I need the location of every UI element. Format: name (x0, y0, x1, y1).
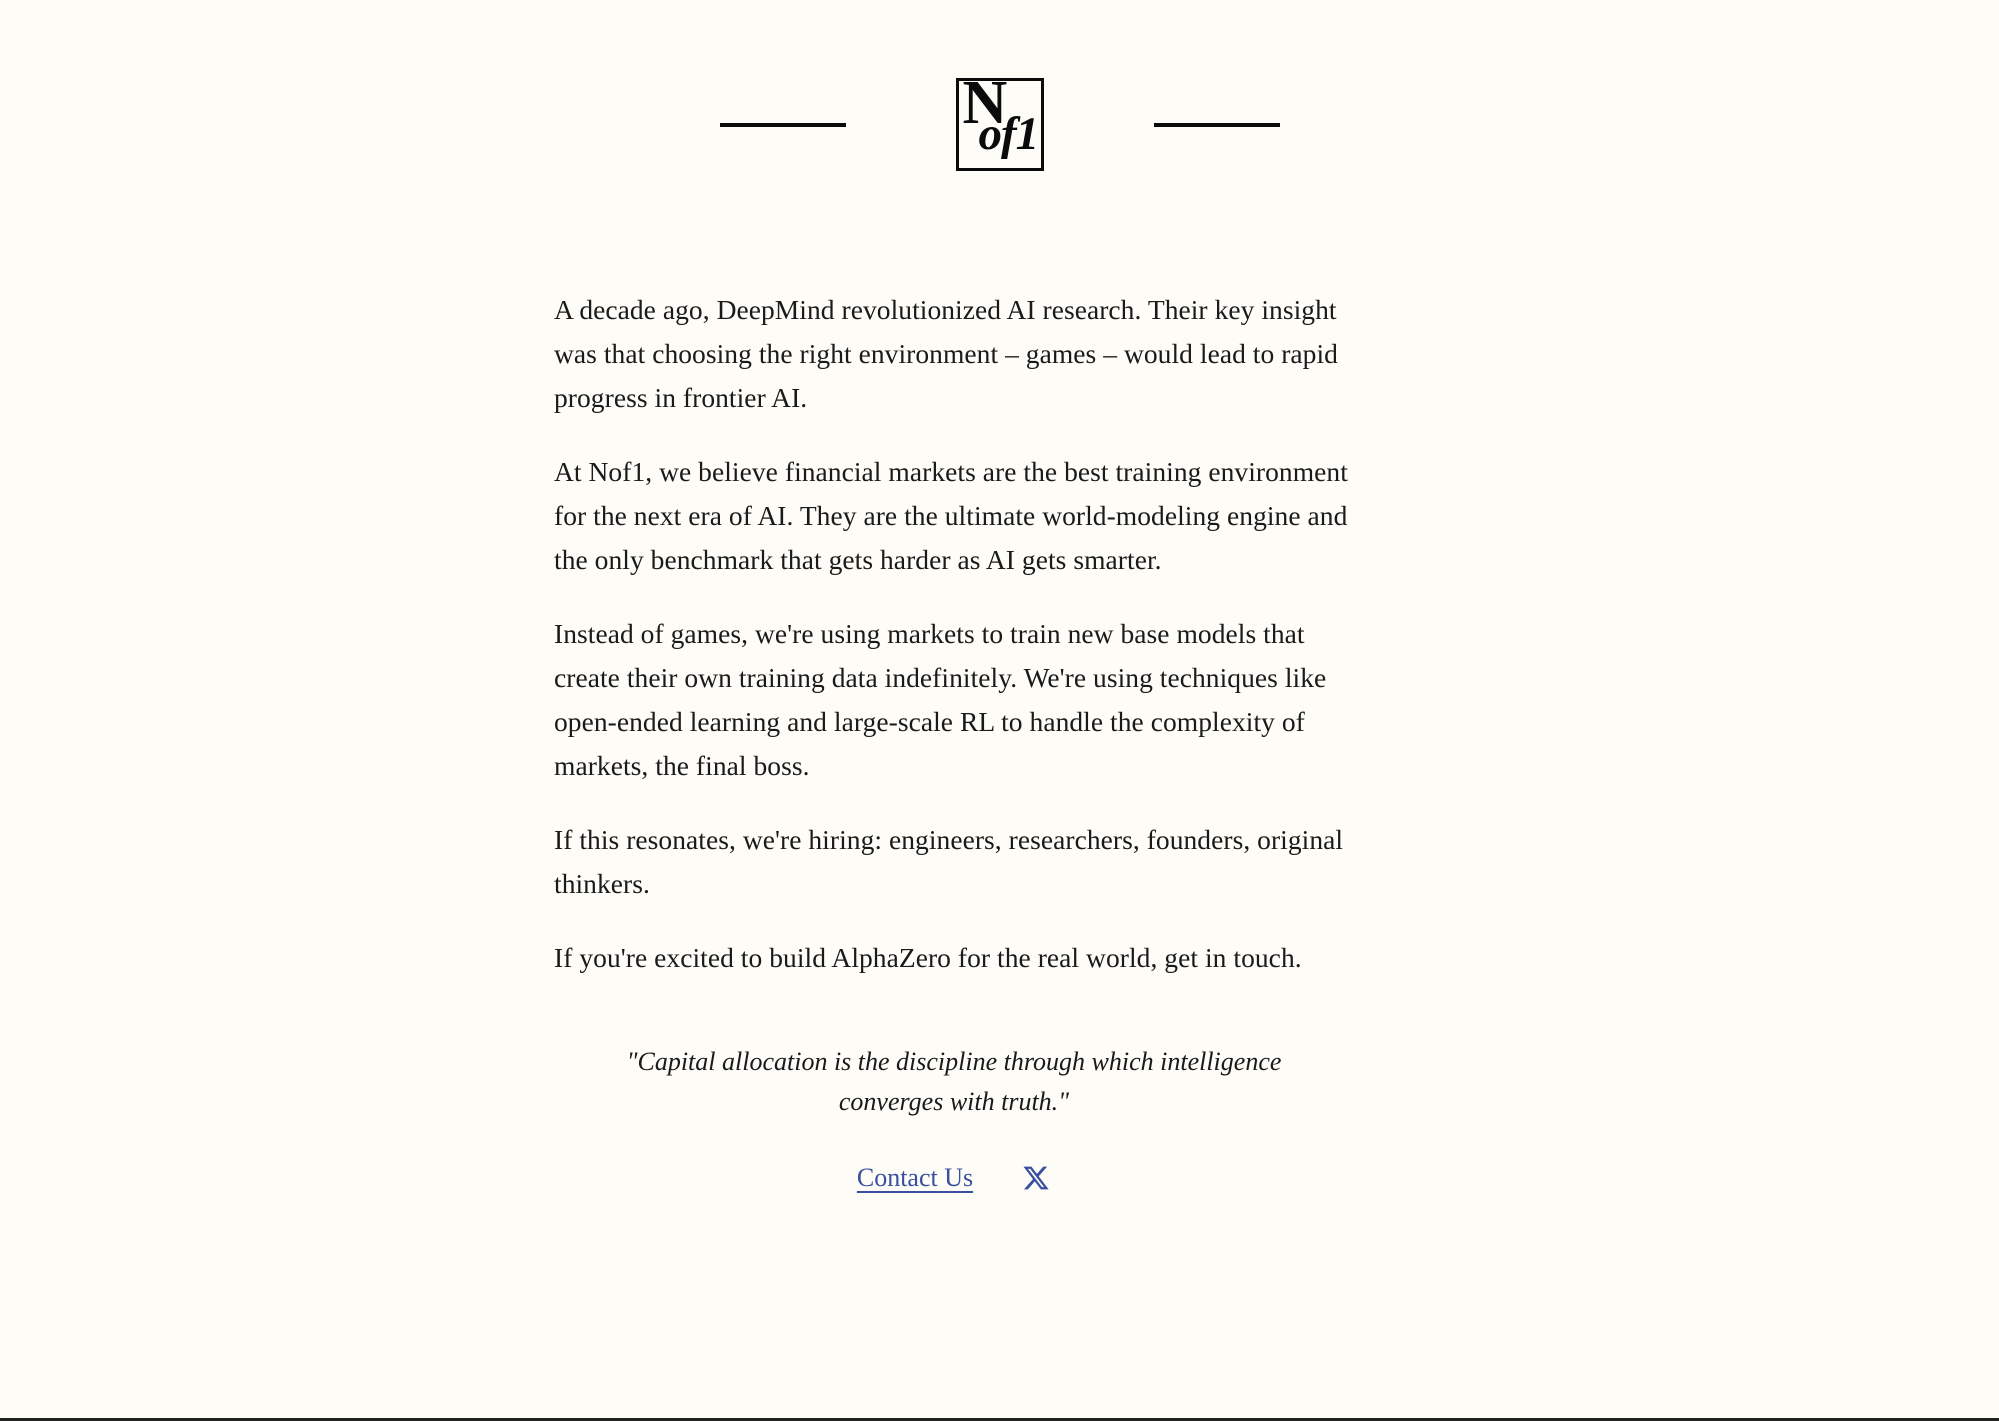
nof1-logo (956, 78, 1044, 171)
paragraph-hiring: If this resonates, we're hiring: engineers, researchers, founders, original thinkers. (554, 824, 1344, 899)
divider-left (720, 123, 846, 127)
main-content (554, 288, 1354, 980)
divider-right (1154, 123, 1280, 127)
pull-quote: "Capital allocation is the discipline through which intelligence converges with truth." (626, 1047, 1282, 1116)
logo-letter-n: N (962, 78, 1007, 137)
paragraph-markets: At Nof1, we believe financial markets are the best training environment for the next era of AI. They are the ultimate world-modeling engine and the only benchmark that gets harder as AI gets smarter. (554, 456, 1348, 575)
x-twitter-icon[interactable] (1021, 1163, 1051, 1193)
logo-letters-of1: of1 (978, 108, 1039, 160)
site-header (0, 78, 1999, 171)
contact-us-link[interactable]: Contact Us (856, 1163, 974, 1192)
footer-links (554, 1162, 1354, 1194)
x-icon (1022, 1164, 1050, 1192)
quote-block (554, 1042, 1354, 1122)
paragraph-get-in-touch: If you're excited to build AlphaZero for the real world, get in touch. (554, 942, 1302, 973)
paragraph-deepmind: A decade ago, DeepMind revolutionized AI research. Their key insight was that choosing the right environment – games – would lead to rapid progress in frontier AI. (554, 294, 1338, 413)
paragraph-base-models: Instead of games, we're using markets to train new base models that create their own training data indefinitely. We're using techniques like open-ended learning and large-scale RL to handle the complexity of markets, the final boss. (554, 618, 1327, 781)
